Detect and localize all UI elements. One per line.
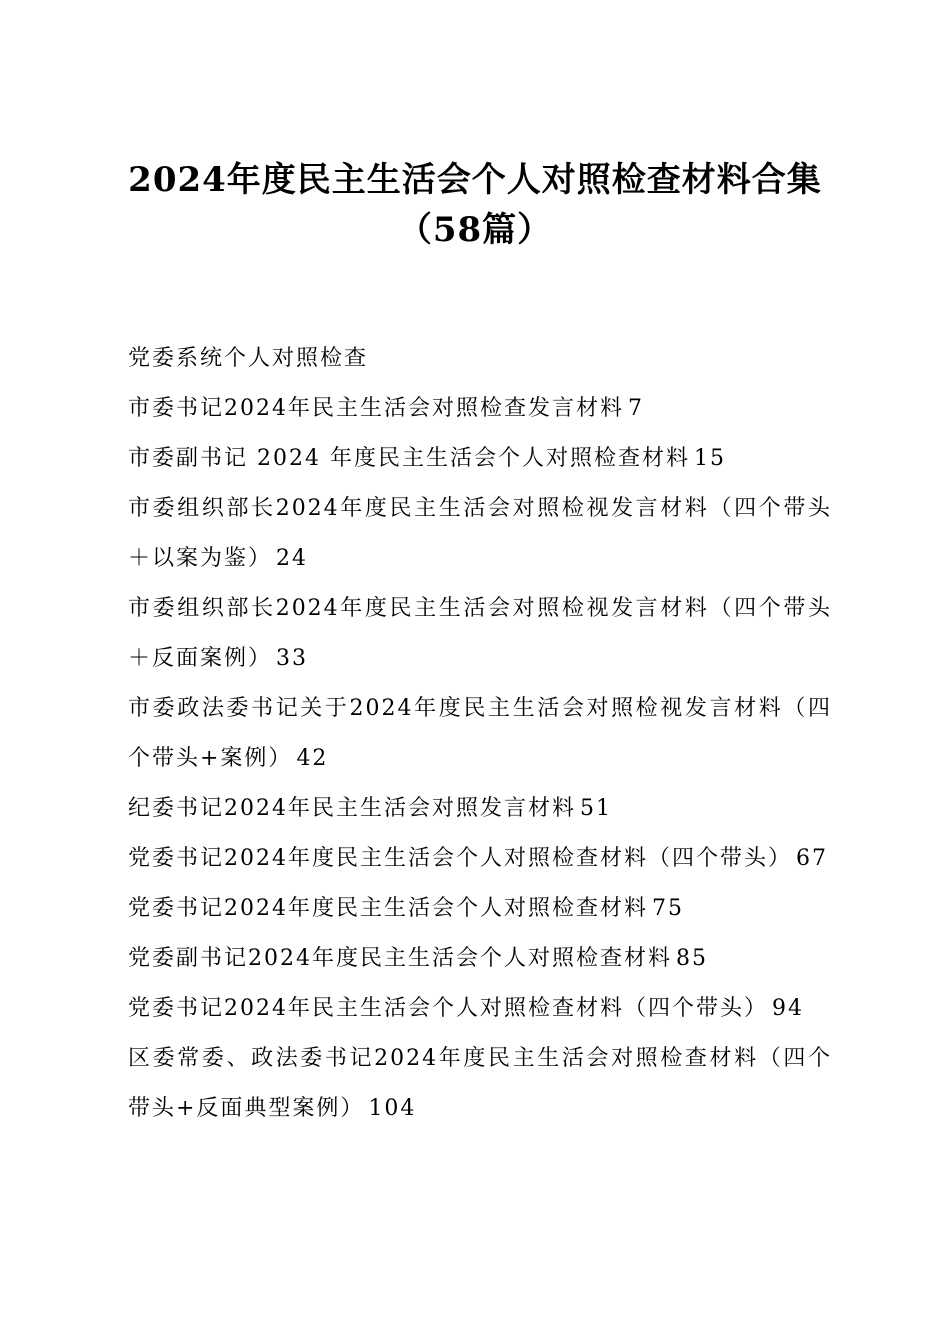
document-title: 2024年度民主生活会个人对照检查材料合集 (128, 160, 822, 200)
toc-entry-page: 75 (652, 896, 684, 921)
toc-entry[interactable] (128, 984, 832, 1034)
toc-entry[interactable] (128, 784, 832, 834)
toc-entry-page: 33 (276, 646, 309, 671)
toc-entry[interactable] (128, 484, 832, 584)
toc-entry-title: 市委政法委书记关于2024年度民主生活会对照检视发言材料（四个带头+案例） (128, 696, 832, 771)
toc-section-heading: 党委系统个人对照检查 (128, 346, 369, 371)
toc-entry-title: 党委副书记2024年度民主生活会个人对照检查材料 (128, 946, 672, 971)
toc-entry[interactable] (128, 434, 832, 484)
toc-entry-title: 党委书记2024年度民主生活会个人对照检查材料 (128, 896, 648, 921)
toc-entry[interactable] (128, 834, 832, 884)
toc-entry-page: 7 (628, 396, 644, 421)
toc-entry[interactable] (128, 1034, 832, 1134)
table-of-contents (128, 334, 832, 1134)
toc-entry-page: 51 (580, 796, 612, 821)
toc-entry-title: 市委副书记 2024 年度民主生活会个人对照检查材料 (128, 446, 690, 471)
toc-entry-page: 85 (676, 946, 708, 971)
toc-entry-page: 24 (276, 546, 309, 571)
toc-entry[interactable] (128, 684, 832, 784)
toc-entry-page: 42 (296, 746, 329, 771)
toc-entry[interactable] (128, 584, 832, 684)
toc-entry[interactable] (128, 384, 832, 434)
document-subtitle: （58篇） (397, 210, 553, 250)
toc-entry[interactable] (128, 884, 832, 934)
toc-entry-page: 94 (772, 996, 804, 1021)
toc-entry-title: 党委书记2024年民主生活会个人对照检查材料（四个带头） (128, 996, 768, 1021)
toc-entry-title: 市委组织部长2024年度民主生活会对照检视发言材料（四个带头＋反面案例） (128, 596, 832, 671)
toc-entry-title: 党委书记2024年度民主生活会个人对照检查材料（四个带头） (128, 846, 792, 871)
toc-entry-title: 纪委书记2024年民主生活会对照发言材料 (128, 796, 576, 821)
toc-entry-title: 市委组织部长2024年度民主生活会对照检视发言材料（四个带头＋以案为鉴） (128, 496, 832, 571)
toc-entry-page: 104 (368, 1096, 417, 1121)
toc-entry-page: 15 (693, 446, 726, 471)
toc-entry-page: 67 (796, 846, 828, 871)
toc-entry-title: 区委常委、政法委书记2024年度民主生活会对照检查材料（四个带头+反面典型案例） (128, 1046, 832, 1121)
toc-entry-title: 市委书记2024年民主生活会对照检查发言材料 (128, 396, 624, 421)
toc-entry[interactable] (128, 934, 832, 984)
